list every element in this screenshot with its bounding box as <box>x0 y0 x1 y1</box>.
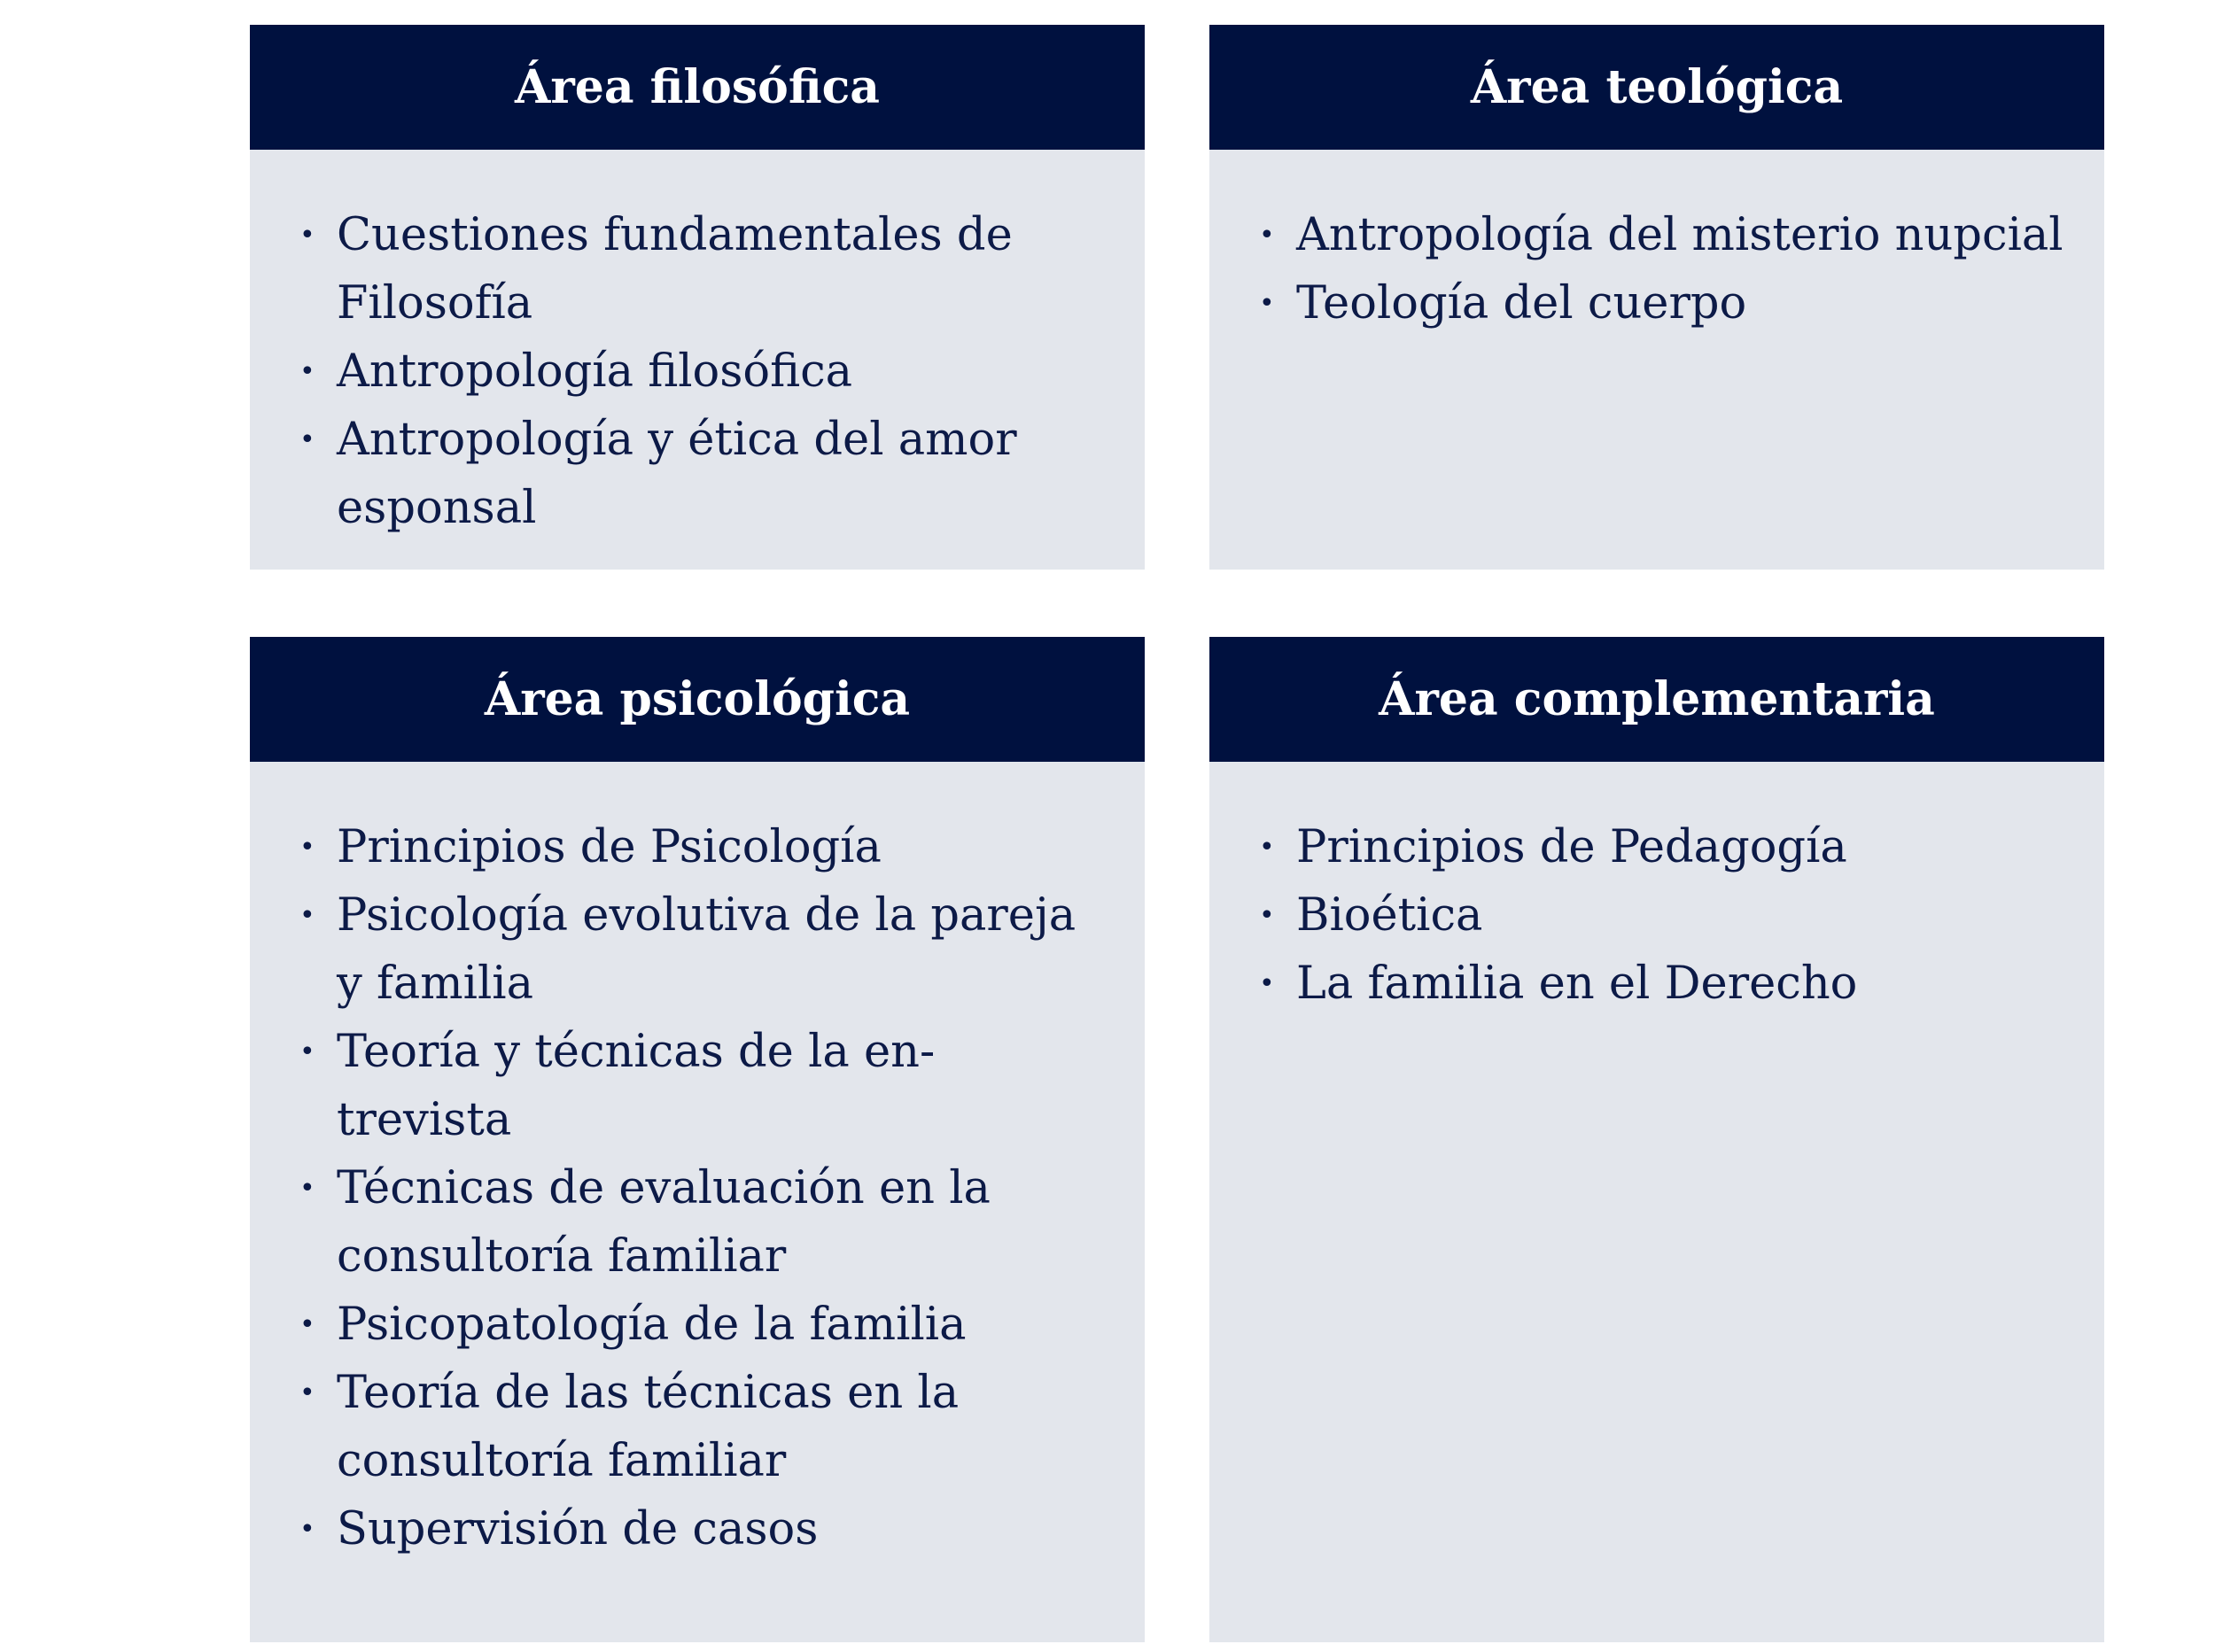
card-area-filosofica <box>250 25 1145 570</box>
list-item: • Teoría de las técnicas en la consultoría familiar <box>337 1359 1109 1495</box>
card-title: Área psicológica <box>250 637 1145 762</box>
card-area-teologica <box>1209 25 2104 570</box>
list-item: • Psicopatología de la familia <box>337 1291 1109 1359</box>
card-title: Área teológica <box>1209 25 2104 150</box>
card-title: Área filosófica <box>250 25 1145 150</box>
list-item: • Antropología y ética del amor esponsal <box>337 406 1109 542</box>
list-item: • Antropología del misterio nupcial <box>1296 201 2069 269</box>
list-item: • Principios de Psicología <box>337 813 1109 881</box>
card-area-psicologica <box>250 637 1145 1642</box>
list-item: • Antropología filosófica <box>337 337 1109 406</box>
list-item: • Teología del cuerpo <box>1296 269 2069 337</box>
subject-list <box>1209 150 2104 337</box>
subject-list <box>250 150 1145 542</box>
list-item: • Técnicas de evaluación en la consultoría familiar <box>337 1154 1109 1291</box>
card-area-complementaria <box>1209 637 2104 1642</box>
list-item: • Teoría y técnicas de la en-trevista <box>337 1018 1109 1154</box>
list-item: • Principios de Pedagogía <box>1296 813 2069 881</box>
list-item: • La familia en el Derecho <box>1296 950 2069 1018</box>
list-item: • Psicología evolutiva de la pareja y familia <box>337 881 1109 1018</box>
card-title: Área complementaria <box>1209 637 2104 762</box>
subject-list <box>250 762 1145 1563</box>
list-item: • Supervisión de casos <box>337 1495 1109 1563</box>
subject-list <box>1209 762 2104 1018</box>
list-item: • Cuestiones fundamentales de Filosofía <box>337 201 1109 337</box>
list-item: • Bioética <box>1296 881 2069 950</box>
